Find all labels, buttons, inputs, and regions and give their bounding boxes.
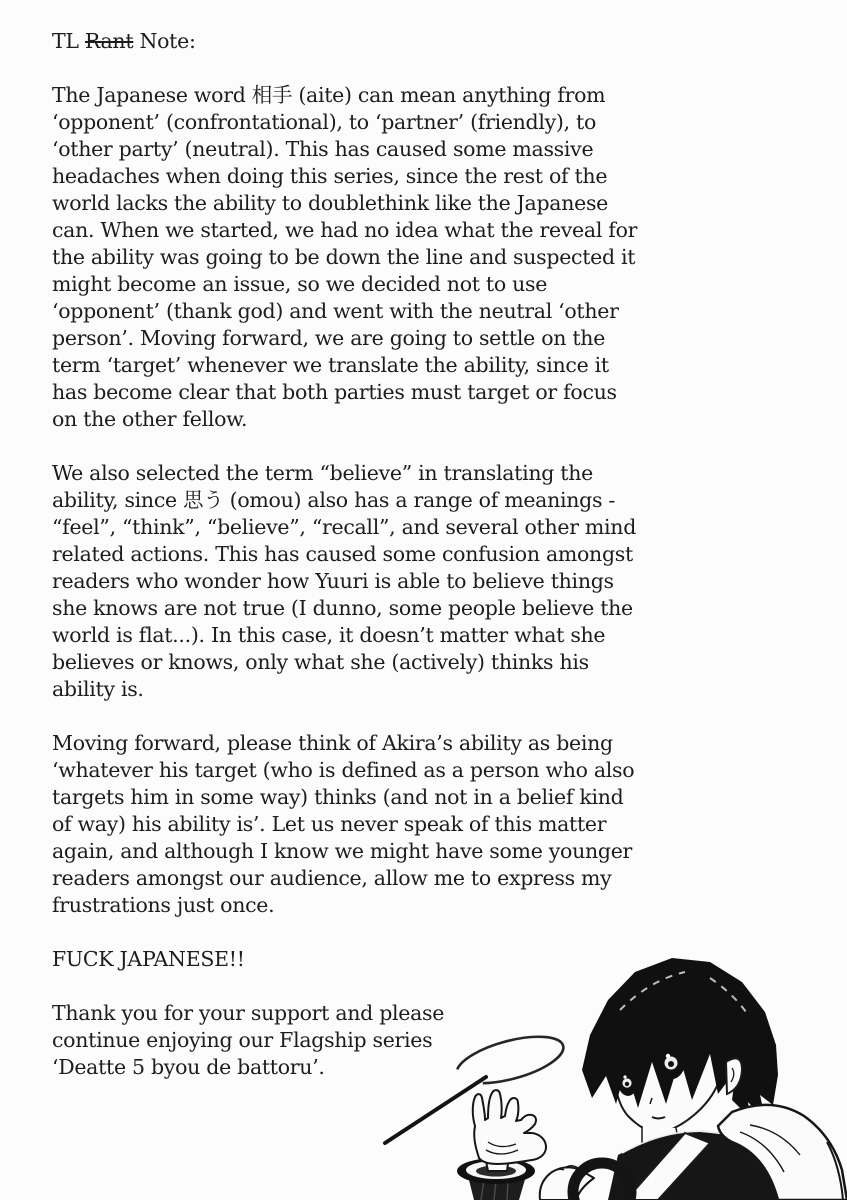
tl-note-text	[52, 28, 712, 1108]
text-line: related actions. This has caused some confusion amongst	[52, 542, 633, 566]
left-eye	[618, 1068, 638, 1096]
text-line: ability is.	[52, 677, 144, 701]
raised-hand	[473, 1090, 546, 1164]
note-title-suffix: Note:	[133, 29, 196, 53]
text-line: world lacks the ability to doublethink like the Japanese	[52, 191, 608, 215]
text-line: term ‘target’ whenever we translate the ability, since it	[52, 353, 609, 377]
text-line: Moving forward, please think of Akira’s ability as being	[52, 731, 613, 755]
text-line: readers amongst our audience, allow me to express my	[52, 866, 612, 890]
text-line: the ability was going to be down the line and suspected it	[52, 245, 636, 269]
pen-spin-swirl	[452, 1027, 568, 1092]
note-paragraph	[52, 460, 712, 703]
text-line: believes or knows, only what she (actively) thinks his	[52, 650, 589, 674]
text-line: has become clear that both parties must target or focus	[52, 380, 617, 404]
note-paragraph	[52, 82, 712, 433]
text-line: might become an issue, so we decided not to use	[52, 272, 548, 296]
text-line: ‘opponent’ (confrontational), to ‘partner’ (friendly), to	[52, 110, 597, 134]
text-line: ‘other party’ (neutral). This has caused some massive	[52, 137, 594, 161]
text-line: on the other fellow.	[52, 407, 248, 431]
text-line: The Japanese word 相手 (aite) can mean anything from	[52, 83, 606, 107]
note-title-struck-word: Rant	[84, 29, 134, 53]
text-line: headaches when doing this series, since the rest of the	[52, 164, 608, 188]
text-line: ‘Deatte 5 byou de battoru’.	[52, 1055, 325, 1079]
text-line: ‘whatever his target (who is defined as a person who also	[52, 758, 635, 782]
text-line: again, and although I know we might have some younger	[52, 839, 633, 863]
text-line: targets him in some way) thinks (and not in a belief kind	[52, 785, 624, 809]
text-line: We also selected the term “believe” in translating the	[52, 461, 593, 485]
text-line: can. When we started, we had no idea what the reveal for	[52, 218, 638, 242]
note-title	[52, 28, 712, 55]
note-title-prefix: TL	[52, 29, 85, 53]
text-line: world is flat...). In this case, it doesn’t matter what she	[52, 623, 606, 647]
text-line: Thank you for your support and please	[52, 1001, 445, 1025]
text-line: ability, since 思う (omou) also has a range of meanings -	[52, 488, 616, 512]
text-line: readers who wonder how Yuuri is able to believe things	[52, 569, 614, 593]
text-line: person’. Moving forward, we are going to settle on the	[52, 326, 606, 350]
right-eye	[659, 1045, 685, 1079]
text-line: FUCK JAPANESE!!	[52, 947, 245, 971]
text-line: “feel”, “think”, “believe”, “recall”, and several other mind	[52, 515, 637, 539]
text-line: of way) his ability is’. Let us never speak of this matter	[52, 812, 607, 836]
note-paragraph	[52, 730, 712, 919]
manga-character-illustration	[380, 950, 847, 1200]
text-line: frustrations just once.	[52, 893, 275, 917]
text-line: she knows are not true (I dunno, some people believe the	[52, 596, 633, 620]
spinning-pen	[385, 1077, 486, 1143]
text-line: ‘opponent’ (thank god) and went with the neutral ‘other	[52, 299, 619, 323]
text-line: continue enjoying our Flagship series	[52, 1028, 433, 1052]
